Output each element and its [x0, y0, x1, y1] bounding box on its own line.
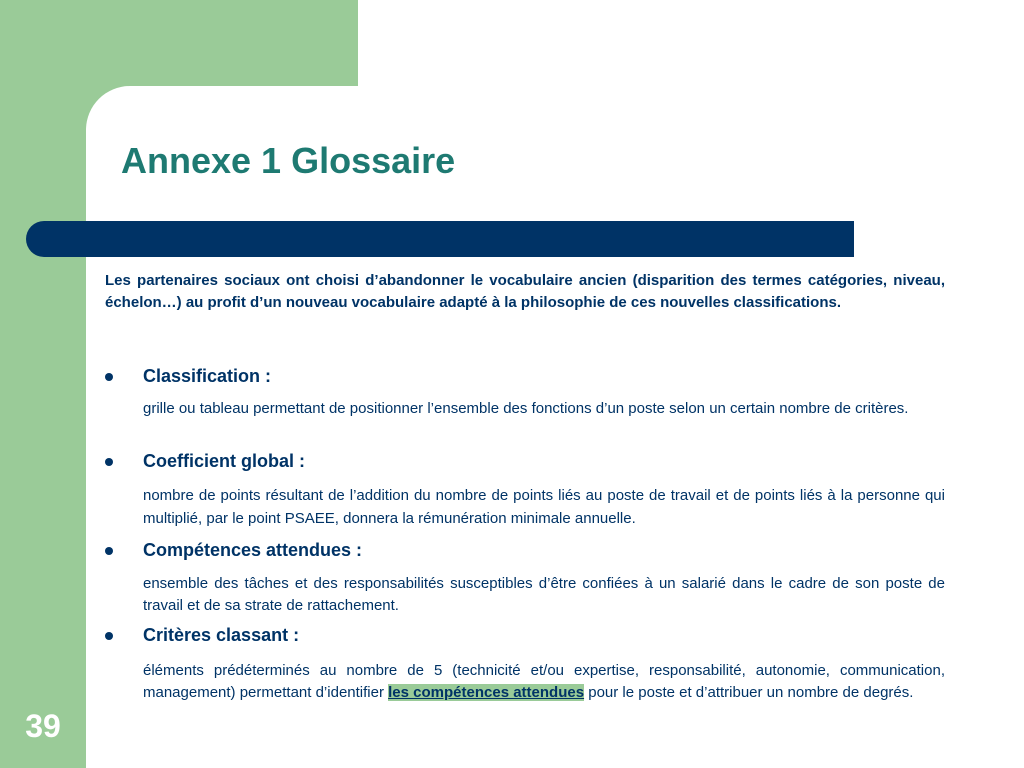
bullet-icon [105, 373, 113, 381]
term-definition: ensemble des tâches et des responsabilités susceptibles d’être confiées à un salarié dans le cadre de son poste de travail et de sa strate de rattachement. [143, 575, 945, 614]
intro-paragraph: Les partenaires sociaux ont choisi d’abandonner le vocabulaire ancien (disparition des termes catégories, niveau, échelon…) au profit d’un nouveau vocabulaire adapté à la philosophie de ces nouvelles classifications. [105, 272, 945, 311]
term-label: Compétences attendues : [143, 540, 363, 560]
slide-title: Annexe 1 Glossaire [121, 140, 456, 181]
definition-text: éléments prédéterminés au nombre de 5 (technicité et/ou expertise, responsabilité, autonomie, communication, management) permettant d’identifier [143, 662, 945, 701]
white-top-area [358, 0, 1024, 86]
term-label: Critères classant : [143, 625, 300, 645]
title-underline-bar [26, 221, 854, 257]
green-corner-decoration [0, 0, 358, 86]
term-label: Classification : [143, 366, 272, 386]
bullet-icon [105, 632, 113, 640]
term-definition: grille ou tableau permettant de positionner l’ensemble des fonctions d’un poste selon un certain nombre de critères. [143, 400, 909, 417]
competences-attendues-link[interactable]: les compétences attendues [388, 684, 585, 701]
term-definition [143, 660, 945, 704]
slide-number: 39 [25, 708, 61, 744]
definition-text: pour le poste et d’attribuer un nombre de degrés. [584, 684, 914, 701]
term-definition: nombre de points résultant de l’addition du nombre de points liés au poste de travail et de points liés à la personne qui multiplié, par le point PSAEE, donnera la rémunération minimale annuelle. [143, 487, 945, 527]
bullet-icon [105, 458, 113, 466]
bullet-icon [105, 547, 113, 555]
term-label: Coefficient global : [143, 451, 305, 471]
